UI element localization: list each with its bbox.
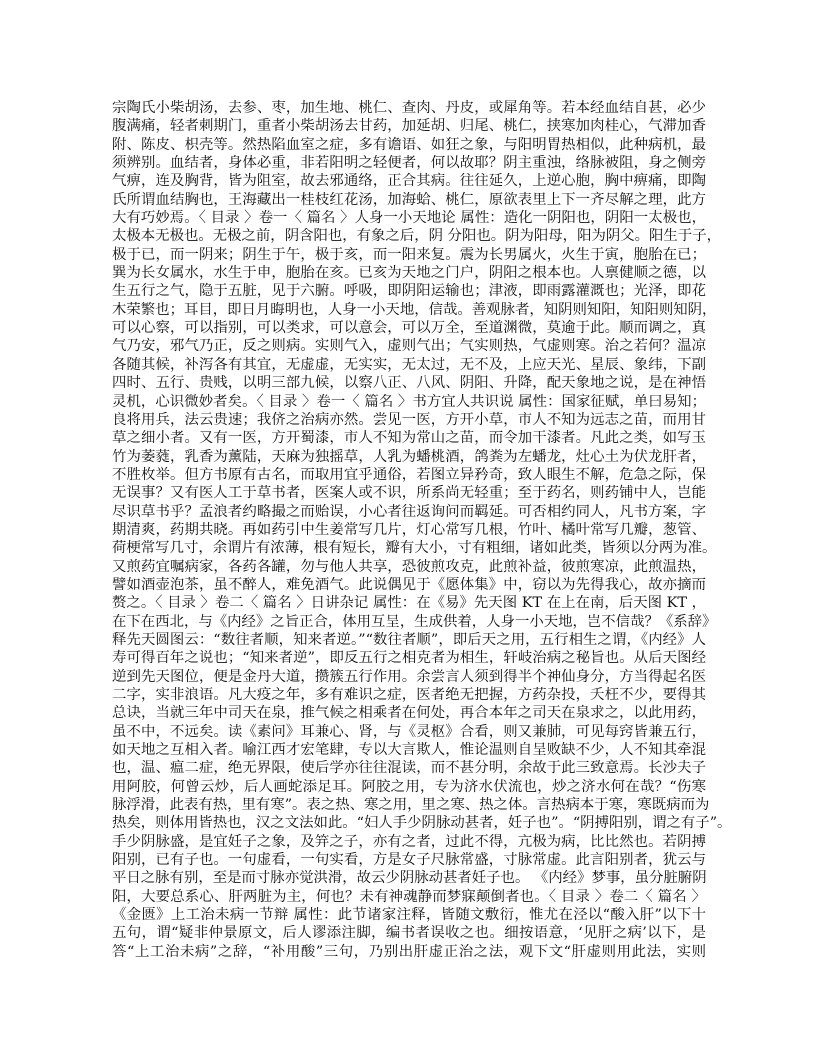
document-body	[112, 99, 732, 961]
text-line: 腹满痛，轻者刺期门，重者小柴胡汤去甘药，加延胡、归尾、桃仁，挟寒加肉桂心，气滞加香	[112, 118, 706, 135]
text-line: 期清爽，药期共晓。再如药引中生姜常写几片，灯心常写几根，竹叶、橘叶常写几瓣，葱管、	[112, 521, 706, 538]
text-line: 极于已，而一阴来；阴生于午，极于亥，而一阳来复。震为长男属火，火生于寅，胞胎在已；	[112, 246, 706, 263]
text-line: 释先天圆图云：“数往者顺，知来者逆。”“数往者顺”，即后天之用，五行相生之谓，《内经》人	[112, 631, 706, 648]
text-line: 热矣，则体用皆热也，汉之文法如此。“妇人手少阴脉动甚者，妊子也”。“阴搏阳别，谓之有子”。	[112, 815, 732, 832]
text-line: 也，温、瘟二症，绝无界限，使后学亦往往混读，而不甚分明，余故于此三致意焉。长沙夫子	[112, 760, 706, 777]
text-line: 巽为长女属水，水生于申，胞胎在亥。已亥为天地之门户，阴阳之根本也。人禀健顺之德，以	[112, 265, 706, 282]
text-line: 四时、五行、贵贱，以明三部九候，以察八正、八风、阴阳、升降，配天象地之说，是在神悟	[112, 375, 706, 392]
text-line: 太极本无极也。无极之前，阴含阳也，有象之后，阴 分阳也。阴为阳母，阳为阴父。阳生于子，	[112, 228, 721, 245]
text-line: 《金匮》上工治未病一节辩 属性：此节诸家注释，皆随文敷衍，惟尤在泾以“酸入肝”以下十	[112, 907, 706, 924]
text-line: 灵机，心识微妙者矣。〈 目录 〉卷一〈 篇名 〉书方宜人共识说 属性：国家征赋，单曰易知；	[112, 393, 706, 410]
text-line: 荷梗常写几寸，余谓片有浓薄，根有短长，瓣有大小，寸有粗细，诸如此类，皆须以分两为准。	[112, 540, 717, 557]
text-line: 竹为萎蕤，乳香为薰陆，天麻为独摇草，人乳为蟠桃酒，鸽粪为左蟠龙，灶心土为伏龙肝者，	[112, 448, 706, 465]
text-line: 各随其候，补泻各有其宜，无虚虚，无实实，无太过，无不及，上应天光、星辰、象纬，下副	[112, 356, 706, 373]
text-line: 须辨别。血结者，身体必重，非若阳明之轻便者，何以故耶？阴主重浊，络脉被阻，身之侧旁	[112, 155, 706, 172]
text-line: 寿可得百年之说也；“知来者逆”，即反五行之相克者为相生，轩岐治病之秘旨也。从后天图经	[112, 650, 706, 667]
text-line: 在下在西北，与《内经》之旨正合，体用互呈，生成供着，人身一小天地，岂不信哉？《系辞》	[112, 613, 717, 630]
text-line: 附、陈皮、枳壳等。然热陷血室之症，多有谵语、如狂之象，与阳明胃热相似，此种病机，最	[112, 136, 706, 153]
text-line: 可以心察，可以指别，可以类求，可以意会，可以万全，至道渊微，莫逾于此。顺而调之，真	[112, 320, 706, 337]
text-line: 大有巧妙焉。〈 目录 〉卷一〈 篇名 〉人身一小天地论 属性：造化一阴阳也，阴阳一太极也，	[112, 210, 706, 227]
text-line: 又煎药宜嘱病家，各药各罐，勿与他人共享，恐彼煎攻克，此煎补益，彼煎寒凉，此煎温热，	[112, 558, 706, 575]
text-line: 良将用兵，法云贵速；我侪之治病亦然。尝见一医，方开小草，市人不知为远志之苗，而用甘	[112, 411, 706, 428]
text-line: 平日之脉有别，至是而寸脉亦觉洪滑，故云少阴脉动甚者妊子也。 《内经》梦事，虽分脏腑阴	[112, 870, 707, 887]
text-line: 阳，大要总系心、肝两脏为主，何也？未有神魂静而梦寐颠倒者也。〈 目录 〉卷二〈 篇名 〉	[112, 888, 706, 905]
text-line: 二字，实非浪语。凡大疫之年，多有难识之症，医者绝无把握，方药杂投，夭枉不少，要得其	[112, 687, 706, 703]
text-line: 逆到先天图位，便是金丹大道，攒簇五行作用。余尝言人须到得半个神仙身分，方当得起名医	[112, 668, 706, 685]
text-line: 生五行之气，隐于五脏，见于六腑。呼吸，即阴阳运输也；津液，即雨露灌溉也；光泽，即花	[112, 283, 706, 300]
text-line: 譬如酒壶泡茶，虽不醉人，难免酒气。此说偶见于《愿体集》中，窃以为先得我心，故亦摘而	[112, 576, 706, 593]
text-line: 虽不中，不远矣。读《素问》耳兼心、肾，与《灵枢》合看，则又兼肺，可见每窍皆兼五行，	[112, 723, 706, 740]
text-line: 如天地之互相入者。喻江西才宏笔肆，专以大言欺人，惟论温则自呈败缺不少，人不知其牵混	[112, 742, 706, 759]
text-line: 氏所谓血结胸也，王海藏出一桂枝红花汤，加海蛤、桃仁，原欲表里上下一齐尽解之理，此方	[112, 191, 706, 208]
text-line: 气乃安，邪气乃正，反之则病。实则气入，虚则气出；气实则热，气虚则寒。治之若何？温凉	[112, 338, 706, 355]
text-line: 气痹，连及胸背，皆为阻室，故去邪通络，正合其病。往往延久，上逆心胞，胸中痹痛，即陶	[112, 173, 706, 190]
text-line: 宗陶氏小柴胡汤，去参、枣，加生地、桃仁、查肉、丹皮，或犀角等。若本经血结自甚，必少	[112, 100, 706, 116]
text-line: 草之细小者。又有一医，方开蜀漆，市人不知为常山之苗，而令加干漆者。凡此之类，如写玉	[112, 430, 706, 447]
text-line: 木荣繁也；耳目，即日月晦明也，人身一小天地，信哉。善观脉者，知阴则知阳，知阳则知阴，	[112, 301, 717, 318]
text-line: 五句，谓“疑非仲景原文，后人谬添注脚，编书者误收之也。细按语意，‘见肝之病’以下，是	[112, 925, 706, 942]
text-line: 用阿胶，何曾云炒，后人画蛇添足耳。阿胶之用，专为济水伏流也，炒之济水何在哉？“伤寒	[112, 778, 706, 795]
text-line: 阳别，已有子也。一句虚看，一句实看，方是女子尺脉常盛，寸脉常虚。此言阳别者，犹云与	[112, 852, 706, 869]
text-line: 总诀，当就三年中司天在泉，推气候之相乘者在何处，再合本年之司天在泉求之，以此用药，	[112, 705, 706, 722]
text-line: 不胜枚举。但方书原有古名，而取用宜乎通俗，若图立异矜奇，致人眼生不解，危急之际，保	[112, 466, 706, 483]
text-line: 脉浮滑，此表有热，里有寒”。表之热、寒之用，里之寒、热之体。言热病本于寒，寒既病而为	[112, 797, 710, 814]
text-line: 手少阴脉盛，是宜妊子之象，及笄之子，亦有之者，过此不得，亢极为病，比比然也。若阴搏	[112, 833, 706, 850]
text-line: 答“上工治未病”之辞，“补用酸”三句，乃别出肝虚正治之法，观下文“肝虚则用此法，实则	[112, 943, 706, 960]
text-line: 尽识草书乎？孟浪者约略撮之而贻误，小心者往返询问而羁延。可否相约同人，凡书方案，字	[112, 503, 706, 520]
text-line: 无误事？又有医人工于草书者，医案人或不识，所系尚无轻重；至于药名，则药铺中人，岂能	[112, 485, 706, 502]
text-line: 赘之。〈 目录 〉卷二〈 篇名 〉日讲杂记 属性：在《易》先天图 KT 在上在南，后天图 KT ，	[112, 595, 706, 612]
